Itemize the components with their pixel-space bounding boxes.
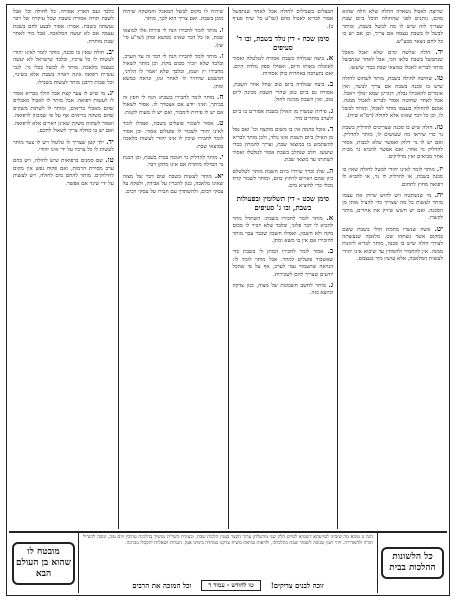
section [123, 9, 224, 196]
paragraph-number: יט. [434, 223, 443, 233]
paragraph-number: ג. [328, 105, 334, 115]
paragraph [123, 153, 224, 170]
paragraph [123, 26, 224, 50]
paragraph-text: חולה שלשה ימים שלא יאכל מאכל שנתבשל בשבת בלאו הכי, אבל לאחר שנתבשל מותר לבריא לאכלו במוצאי שבת בכדי שיעשו. [342, 50, 443, 71]
page-tag: טו לחודש - עמוד ד [201, 580, 260, 591]
paragraph [233, 214, 334, 246]
paragraph [342, 191, 443, 223]
paragraph-text: אסור לומר לחבירו המתן לי בשבת כדי שאשכור פועלים למחר. אבל מותר לומר לו: הנראה שתעמוד עמי לערב, אף על פי שהכל יודעים שצריך להם לשכירות. [232, 249, 334, 278]
paragraph [233, 107, 334, 124]
paragraph-number: ט. [216, 118, 224, 128]
paragraph-number: ז. [219, 51, 224, 61]
paragraph-number: יד. [435, 47, 443, 57]
footer-center [79, 533, 377, 593]
paragraph-text: מי שיש לו צער קצת אבל הולך כבריא אסור לו לעשות רפואה. אבל מותר לו לאכול מאכלים שהם מאכלי בריאים, ומותר לו לשתות משקים שהם משקה בריאים אף על פי שמכוון לרפואה. ואסור לשתות משקין שאינן ראויים אלא לרפואה. ואם יש בו מחלה צריך לשאול לחכם. [13, 91, 114, 135]
paragraph-number: יב. [106, 47, 114, 57]
paragraph [233, 247, 334, 279]
paragraph [123, 9, 224, 24]
footer-note: הגה נו טובא מה שזכינו לסייעתא דשמיא לסיים חלק שני מהשלחן ערוך הקצר בענין הלכות שבת, ובעזרת השי"ת נמשיך בהלכות ערובין ויום טוב, ונזכה להגדיל תורה ולהאדירה. ויהי רצון שנזכה לשמור שבת כהלכתה, ולראות בביאת משיח צדקנו במהרה בימינו אמן. הערות ושאלות יתקבלו בברכה. [83, 535, 373, 547]
paragraph-text: מותר לחשב חשבונות של מצוה, כגון צדקה וכיוצא בזה. [232, 282, 334, 297]
paragraph [13, 89, 114, 135]
paragraph-number: ה. [326, 165, 334, 175]
paragraph-number: ב. [327, 246, 334, 256]
paragraph-number: טז. [434, 121, 443, 131]
paragraph-number: ד. [327, 124, 334, 134]
paragraph-text: חולה שאין בו סכנה, מותר לומר לאינו יהודי לעשות לו כל צרכיו, ובלבד שישראל לא יעשה בעצמו מלאכה. מותר לו לבשל בכלי גוי. לגבי עשיית רפואה אינה ראויה בשבת אלא בשינוי, וכל שבות דרבנן מותר לעשות בשבילו. [13, 50, 114, 86]
paragraph [342, 165, 443, 189]
text-column [338, 7, 447, 529]
footer-bar [83, 580, 373, 591]
paragraph [342, 48, 443, 72]
section [233, 9, 334, 31]
paragraph [233, 80, 334, 104]
paragraph [123, 93, 224, 117]
paragraph-text: מותר לעשות בשבת שום דבר של מצוה שאינו מלאכה, כגון להכריז על אבידה, ולפקח על עסקי רבים, ולהשתדך עם חבירו על עסקי רבים. [122, 173, 224, 195]
paragraph-text: בלבד ועם הארץ אסורה. כל לחולה וכו' אבל לשבת תורה אסורה בשבת שכל עיקרה של דבר נעשתה בשבת. אמרו: אסור לבצע לחם בשבת עצמה אם לא יעשה המלאכה. אבל מיד לאחר שבת מותרת. [13, 9, 114, 45]
section [342, 9, 443, 162]
paragraph-text: מותר לומר לחבירו הנח לי דבר זה עד הערב, ובלבד שלא יזכיר סכום מקח. וכן מותר לשאול מחבירו יין ושמן, ובלבד שלא יאמר לו הלויני, דמשמע שיחזיר לו לאחר זמן, ונראה כמשא ומתן. [122, 54, 224, 90]
section [233, 34, 334, 191]
paragraph [13, 48, 114, 87]
paragraph-text: אשה שנשרו מחמת חולי בשבת ששם במקום אשר נשתהו שם. מלאכה שנעשתה לצורך חולה שיש בו סכנה, מותר לבריא ליהנות ממנה. אין להחמיר ולהמתין עד שיבוא אינו יהודי לעשות המלאכה, אלא עושין מיד בעצמם. [342, 226, 443, 263]
text-column [229, 7, 339, 529]
paragraph-number: יג. [107, 88, 114, 98]
paragraph [13, 9, 114, 46]
paragraph [13, 138, 114, 155]
paragraph-number: א. [326, 212, 334, 222]
paragraph-number: יח. [434, 189, 443, 199]
page-footer [9, 531, 447, 593]
footer-slogan-left: וכל המזכה את הרבים [132, 581, 192, 590]
section-heading: סימן שכח - דין נולד בשבת, ובו ד' סעיפים [236, 34, 330, 53]
logo-left-text: מובטח לו שהוא בן העולם הבא [12, 542, 75, 585]
paragraph-text: שרוצה לאכול נשארה החלה שלא חלה שהוא מהם, נותנים לפני שהחולה תוכל ביום שבת שצריך לזה שיש לו מה לבשל בשבת, ומותר לבשל לו בשבת עצמה אם צריך, וכן אם יש בו כל לחם נשאר מבע"ש. [342, 9, 443, 45]
paragraph-text: שם סמנים ברפואות שיש לחולה, ויש בהם ערב מסירת הרמות, ואם פקוח נפש אין מקום לחילוקים. מותר להחם מים לחולה, ויש לעשות על ידי שינוי אם אפשר. [13, 158, 114, 187]
paragraph-text: הבצלים בשבילים לחולה אבל לאחר שנתבשל אסור לבריא לאכול מהם (שו"ע סי' שיח סעיף ב). [232, 9, 334, 30]
logo-right [377, 533, 447, 593]
paragraph [233, 125, 334, 164]
text-column [119, 7, 229, 529]
paragraph-text: שחיטה לחולה בשבת, מותר לשחוט לחולה שיש בו סכנה בשבת אם צריך לבשר, ואין אומרים להאכילו נבלה, דגזרינן שמא ימלך ויאכל. אבל לאחר שחוטה אסור לבריא לאכול ממנה. אמנם להחולה בעצמו מותר לאכול, ומותר לבשל לו, וכן כל דבר שאינו אלא לחולה (רמ"א שיח). [342, 76, 443, 120]
paragraph-text: חולה שיש בו סכנה שצריכים להדליק בשבת נר כדי שיראו מה שעושים לו, מותר להדליק. ואם יש לו נר דלוק ואפשר שלא לכבות, אסור להדליק נר אחר. ואם אפשר להביא נר מבית אחר מביאים ואין מדליקים. [342, 124, 443, 161]
section [342, 165, 443, 264]
paragraph-number: יד. [106, 136, 114, 146]
paragraph-text: מותר להדליק נר חנוכה בבית בשבת, וכן הכנת נר הבדלה מותרת אם אינו מתקן דבר. [122, 154, 224, 169]
paragraph-text: מותר לומר לאינו יהודי לבשל לחולה שאין בו סכנה בשבת, או להדליק לו נר, או להביא לו רפואה מחוץ לתחום. [342, 166, 443, 188]
footer-slogan-right: זוכה לבנים צדיקים! [270, 581, 324, 590]
paragraph [233, 54, 334, 78]
paragraph-text: מותר לומר לחבירו בשבת: הנח לי חפץ זה בביתך, ואיני יודע אם אצטרך לו. אסור לשאול אם יש לו פירות לימכור, ואם יש לו מעות לקנות. [122, 95, 224, 116]
paragraph-number: ח. [216, 92, 224, 102]
paragraph-text: אוכל בהמה אין בו משום מוקצה וכו' ואם נפל מן האילן ביום השבת אינו נולד, ולכן מותר לבריא להשתמש בו במוצאי שבת, וצריך להמתין בכדי שיעשו. חלב שנחלב בשבת אסור לטלטלו ואסור לשתותו עד מוצאי שבת. [232, 127, 334, 164]
paragraph-number: טו. [434, 73, 443, 83]
text-column [9, 7, 119, 529]
paragraph-text: אסור לשכור פועלים בשבת, ואפילו לומר לאינו יהודי לשכור לו פועלים אסור. וכן אסור לומר לחבירו שיכין לו אינו יהודי לעשות מלאכה במוצאי שבת. [122, 121, 224, 150]
columns-container [9, 7, 447, 529]
paragraph [233, 167, 334, 191]
section [13, 9, 114, 188]
paragraph-text: פירות שנשרו מן האילן בשבת אסורים בו ביום ולערב מותרים מיד. [232, 108, 334, 123]
paragraph-number: יז. [436, 163, 443, 173]
paragraph-number: יא. [214, 170, 224, 180]
section-heading: סימן שכט - דין תשלומין ובפעולות בשבת, ובו ג' סעיפים [236, 193, 330, 212]
paragraph-number: ב. [327, 79, 334, 89]
paragraph [123, 52, 224, 91]
paragraph-text: ביצה שנולדה ביום טוב שחל אחר השבת, אסורה גם ביום טוב שהרי השבת מכינה ליום טוב, ואין השבת מכינה לחול. [232, 82, 334, 104]
document-page [6, 4, 450, 596]
paragraph [13, 156, 114, 188]
paragraph [233, 9, 334, 31]
section [233, 194, 334, 298]
paragraph [123, 172, 224, 196]
paragraph-text: מותר לומר לחבירו בשבת: השתדל מחר להביא לי דבר פלוני, ובלבד שלא יזכיר לו סכום מקח ולא חשבון. ואפילו חשבון שכבר עבר מותר להזכירו אם אין בו משא ומתן. [232, 215, 334, 244]
paragraph-number: ג. [328, 279, 334, 289]
paragraph-number: א. [326, 53, 334, 63]
logo-left [9, 533, 79, 593]
paragraph-text: שיהיה לו מקום לבשל המאכל והמשקה שיהיה מוכן בשבת. ואם צריך הוא לכך, מותר. [122, 9, 224, 23]
paragraph-text: שלג וברד שירדו ביום השבת מותר לטלטלם כיון שהם ראויים לרחוץ בהם, ומותר לשבור קרח מכלי כדי להוציא מים. [232, 168, 334, 190]
paragraph [342, 123, 443, 162]
paragraph-number: י. [219, 151, 224, 161]
paragraph [123, 119, 224, 151]
paragraph [342, 74, 443, 120]
paragraph-text: ילד קטן שצריך לו טלטול ויש לו צער מותר לעשות לו כל צרכיו על ידי אינו יהודי. [13, 139, 114, 153]
paragraph [233, 281, 334, 298]
paragraph-number: טו. [105, 155, 114, 165]
paragraph-number: ו. [219, 24, 224, 34]
paragraph-text: מותר לומר לחבירו הנח לי פירות אלו למוצאי שבת, או כל דבר שאינו ממשא ומתן (שו"ע סי' שו). [122, 27, 224, 49]
paragraph [342, 225, 443, 264]
paragraph [342, 9, 443, 46]
paragraph-text: ביצה שנולדה בשבת אסורה לטלטלה ואסור לאוכלה באותו היום, ואפילו ספק נולדה היום. ואם נתערבה באחרות כולן אסורות. [232, 56, 334, 78]
paragraph-text: מי שנשתטה ויש לחוש שיזיק את עצמו מותר לעשות כל מה שצריך כדי להציל אותו מן הסכנה. ואם יש חשש שיזיק את אחרים, מותר לקשרו. [342, 192, 443, 222]
logo-right-text: כל הלשונות ההלכות בבית [381, 547, 444, 579]
